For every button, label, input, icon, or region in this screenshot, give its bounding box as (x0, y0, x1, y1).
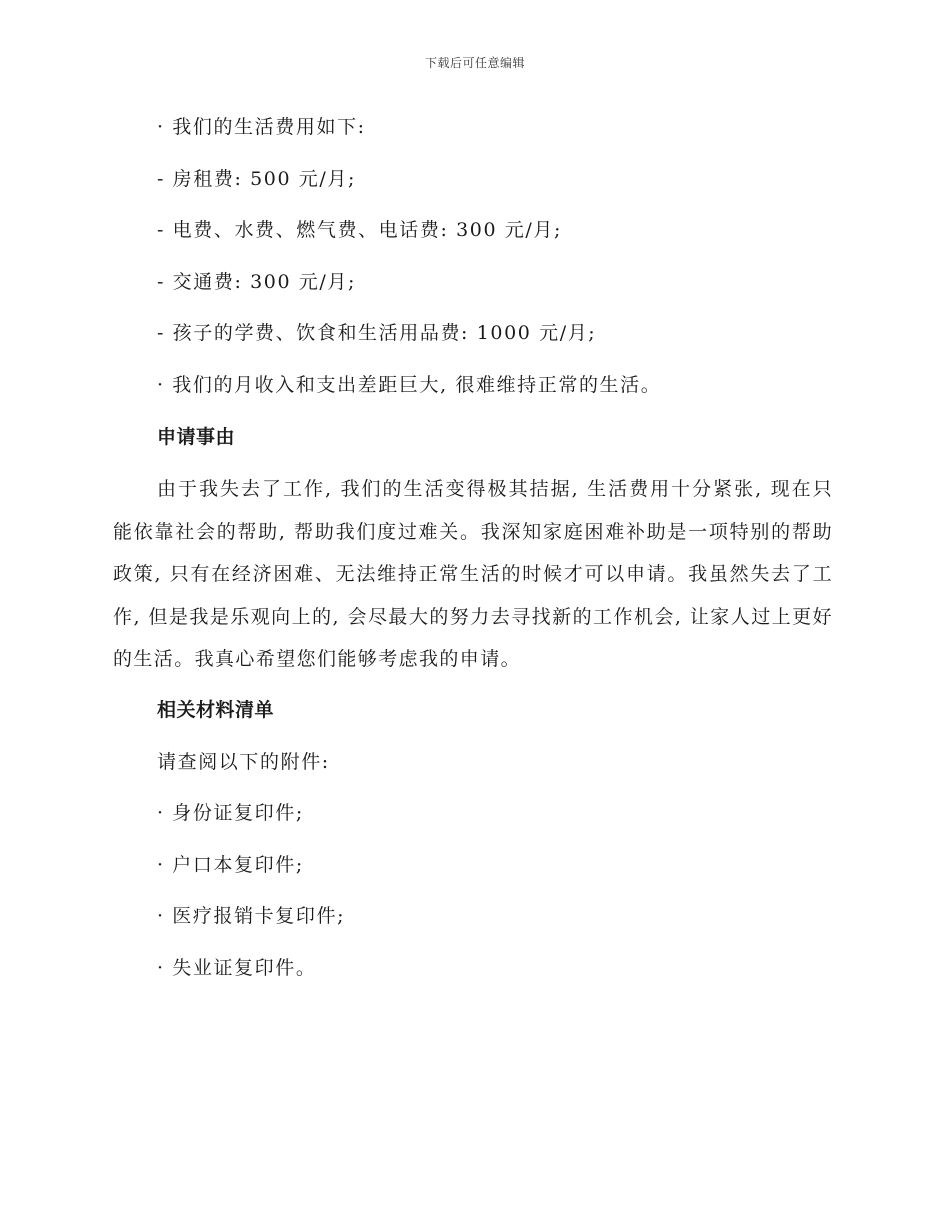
page-header: 下载后可任意编辑 (424, 56, 525, 70)
expense-item-transport: - 交通费: 300 元/月; (157, 271, 357, 293)
material-item-unemployment-cert: · 失业证复印件。 (157, 957, 317, 979)
materials-intro: 请查阅以下的附件: (157, 751, 330, 773)
material-item-id-card: · 身份证复印件; (157, 802, 304, 824)
material-item-medical-card: · 医疗报销卡复印件; (157, 905, 346, 927)
material-item-household-register: · 户口本复印件; (157, 854, 304, 876)
reason-heading: 申请事由 (157, 426, 236, 448)
expense-item-utilities: - 电费、水费、燃气费、电话费: 300 元/月; (157, 219, 563, 241)
materials-heading: 相关材料清单 (157, 699, 275, 721)
reason-paragraph: 由于我失去了工作, 我们的生活变得极其拮据, 生活费用十分紧张, 现在只能依靠社会的帮助, 帮助我们度过难关。我深知家庭困难补助是一项特别的帮助政策, 只有在经济困难、无法维持正常生活的时候才可以申请。我虽然失去了工作, 但是我是乐观向上的, 会尽最大的努力去寻找新的工作机会, 让家人过上更好的生活。我真心希望您们能够考虑我的申请。 (113, 478, 833, 670)
expense-item-rent: - 房租费: 500 元/月; (157, 168, 357, 190)
expense-item-children: - 孩子的学费、饮食和生活用品费: 1000 元/月; (157, 322, 597, 344)
expenses-summary: · 我们的月收入和支出差距巨大, 很难维持正常的生活。 (157, 374, 662, 396)
expenses-intro: · 我们的生活费用如下: (157, 116, 366, 138)
